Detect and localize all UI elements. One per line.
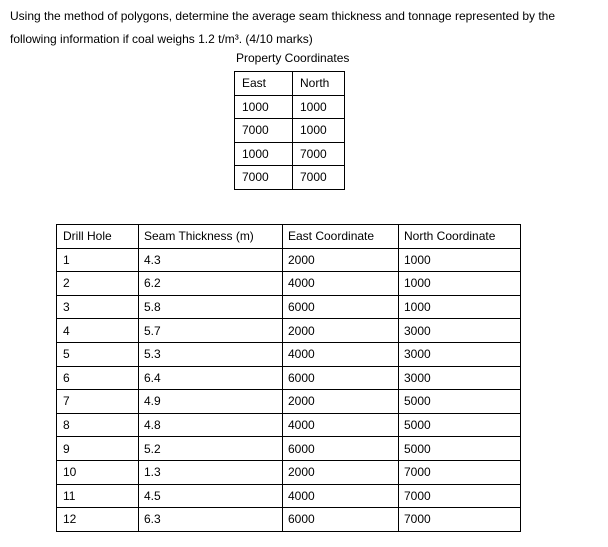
seam-thickness-cell: 1.3	[139, 460, 283, 484]
property-header-north: North	[293, 72, 345, 96]
north-coordinate-cell: 1000	[399, 248, 521, 272]
north-coordinate-cell: 3000	[399, 366, 521, 390]
drill-hole-cell: 2	[57, 272, 139, 296]
drill-row	[57, 508, 521, 532]
seam-thickness-cell: 4.8	[139, 413, 283, 437]
drill-hole-cell: 5	[57, 342, 139, 366]
drill-hole-cell: 8	[57, 413, 139, 437]
drill-hole-cell: 6	[57, 366, 139, 390]
property-coordinates-table	[234, 71, 345, 190]
property-east-cell: 1000	[235, 95, 293, 119]
property-header-east: East	[235, 72, 293, 96]
seam-thickness-cell: 5.7	[139, 319, 283, 343]
seam-thickness-cell: 5.8	[139, 295, 283, 319]
seam-thickness-cell: 5.3	[139, 342, 283, 366]
drill-hole-cell: 11	[57, 484, 139, 508]
east-coordinate-cell: 6000	[283, 508, 399, 532]
north-coordinate-cell: 5000	[399, 437, 521, 461]
drill-table-body	[57, 248, 521, 531]
drill-hole-cell: 10	[57, 460, 139, 484]
seam-thickness-cell: 6.4	[139, 366, 283, 390]
drill-row	[57, 342, 521, 366]
property-east-cell: 1000	[235, 142, 293, 166]
property-east-cell: 7000	[235, 119, 293, 143]
east-coordinate-cell: 4000	[283, 484, 399, 508]
drill-hole-cell: 9	[57, 437, 139, 461]
property-row	[235, 95, 345, 119]
east-coordinate-cell: 2000	[283, 248, 399, 272]
drill-row	[57, 437, 521, 461]
property-header-row	[235, 72, 345, 96]
question-text: Using the method of polygons, determine the average seam thickness and tonnage represented by the following information if coal weighs 1.2 t/m³. (4/10 marks)	[10, 9, 556, 46]
drill-hole-cell: 12	[57, 508, 139, 532]
north-coordinate-cell: 3000	[399, 342, 521, 366]
drill-row	[57, 248, 521, 272]
east-coordinate-cell: 4000	[283, 342, 399, 366]
drill-row	[57, 366, 521, 390]
property-row	[235, 166, 345, 190]
drill-row	[57, 484, 521, 508]
north-coordinate-cell: 5000	[399, 413, 521, 437]
seam-thickness-cell: 4.3	[139, 248, 283, 272]
drill-hole-cell: 3	[57, 295, 139, 319]
drill-header-north: North Coordinate	[399, 225, 521, 249]
property-north-cell: 1000	[293, 95, 345, 119]
north-coordinate-cell: 1000	[399, 272, 521, 296]
east-coordinate-cell: 6000	[283, 366, 399, 390]
drill-row	[57, 319, 521, 343]
property-row	[235, 142, 345, 166]
north-coordinate-cell: 7000	[399, 508, 521, 532]
east-coordinate-cell: 2000	[283, 319, 399, 343]
drill-header-east: East Coordinate	[283, 225, 399, 249]
east-coordinate-cell: 4000	[283, 272, 399, 296]
seam-thickness-cell: 6.3	[139, 508, 283, 532]
drill-row	[57, 272, 521, 296]
seam-thickness-cell: 6.2	[139, 272, 283, 296]
drill-hole-cell: 7	[57, 390, 139, 414]
property-north-cell: 7000	[293, 142, 345, 166]
property-east-cell: 7000	[235, 166, 293, 190]
property-north-cell: 1000	[293, 119, 345, 143]
property-row	[235, 119, 345, 143]
seam-thickness-cell: 4.9	[139, 390, 283, 414]
drill-header-row	[57, 225, 521, 249]
east-coordinate-cell: 2000	[283, 390, 399, 414]
drill-row	[57, 413, 521, 437]
north-coordinate-cell: 1000	[399, 295, 521, 319]
seam-thickness-cell: 5.2	[139, 437, 283, 461]
drill-hole-table	[56, 224, 521, 532]
property-table-title: Property Coordinates	[236, 51, 350, 65]
drill-row	[57, 295, 521, 319]
drill-header-hole: Drill Hole	[57, 225, 139, 249]
north-coordinate-cell: 3000	[399, 319, 521, 343]
east-coordinate-cell: 4000	[283, 413, 399, 437]
east-coordinate-cell: 6000	[283, 295, 399, 319]
drill-hole-cell: 1	[57, 248, 139, 272]
drill-row	[57, 460, 521, 484]
property-north-cell: 7000	[293, 166, 345, 190]
north-coordinate-cell: 7000	[399, 484, 521, 508]
drill-row	[57, 390, 521, 414]
north-coordinate-cell: 7000	[399, 460, 521, 484]
east-coordinate-cell: 6000	[283, 437, 399, 461]
seam-thickness-cell: 4.5	[139, 484, 283, 508]
east-coordinate-cell: 2000	[283, 460, 399, 484]
drill-hole-cell: 4	[57, 319, 139, 343]
drill-header-thickness: Seam Thickness (m)	[139, 225, 283, 249]
north-coordinate-cell: 5000	[399, 390, 521, 414]
